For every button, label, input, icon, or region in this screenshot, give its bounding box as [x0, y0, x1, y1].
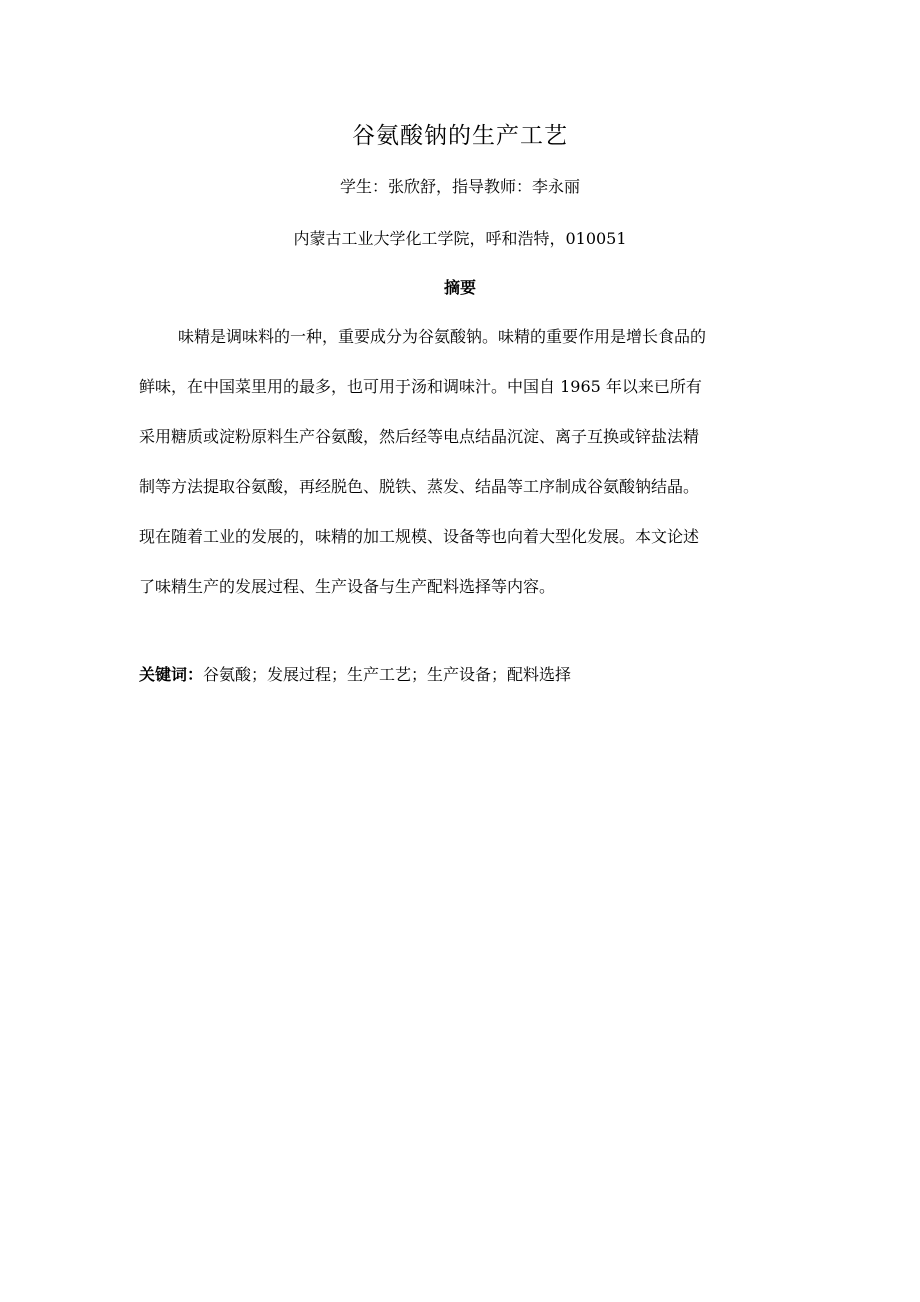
abstract-body: [139, 324, 789, 624]
affiliation-line: 内蒙古工业大学化工学院，呼和浩特，010051: [293, 229, 627, 248]
keywords-line: [139, 662, 789, 688]
abstract-line: 采用糖质或淀粉原料生产谷氨酸，然后经等电点结晶沉淀、离子互换或锌盐法精: [139, 427, 700, 446]
author-line: 学生：张欣舒，指导教师：李永丽: [339, 177, 580, 196]
abstract-line: 鲜味，在中国菜里用的最多，也可用于汤和调味汁。中国自 1965 年以来已所有: [139, 377, 702, 396]
abstract-line: 了味精生产的发展过程、生产设备与生产配料选择等内容。: [139, 577, 556, 596]
abstract-heading: 摘要: [443, 278, 476, 297]
abstract-line: 制等方法提取谷氨酸，再经脱色、脱铁、蒸发、结晶等工序制成谷氨酸钠结晶。: [139, 477, 700, 496]
keywords-text: 谷氨酸；发展过程；生产工艺；生产设备；配料选择: [203, 665, 572, 684]
abstract-line: 味精是调味料的一种，重要成分为谷氨酸钠。味精的重要作用是增长食品的: [178, 327, 707, 346]
keywords-label: 关键词：: [139, 665, 204, 684]
document-title: 谷氨酸钠的生产工艺: [352, 123, 568, 149]
abstract-line: 现在随着工业的发展的，味精的加工规模、设备等也向着大型化发展。本文论述: [139, 527, 700, 546]
